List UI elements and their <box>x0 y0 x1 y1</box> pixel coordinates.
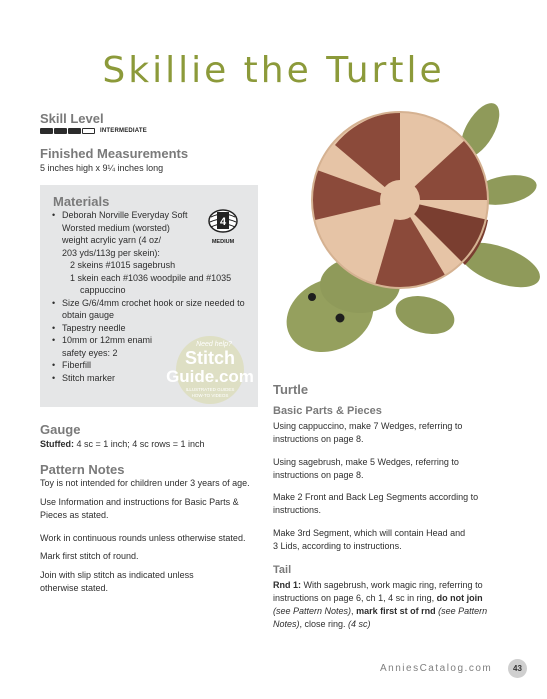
turtle-p2a: Using sagebrush, make 5 Wedges, referring to <box>273 457 459 467</box>
yarn-weight-icon <box>207 208 239 244</box>
stitch-guide-tagline1: ILLUSTRATED GUIDES <box>185 387 235 392</box>
list-item: obtain gauge <box>62 310 115 320</box>
list-item: • Size G/6/4mm crochet hook or size needed to <box>54 297 259 310</box>
turtle-p3b: instructions. <box>273 505 322 515</box>
gauge-value: 4 sc = 1 inch; 4 sc rows = 1 inch <box>74 439 205 449</box>
list-item: 1 skein each #1036 woodpile and #1035 <box>70 272 232 283</box>
skill-bar-filled <box>40 128 53 134</box>
turtle-p4a: Make 3rd Segment, which will contain Head and <box>273 528 466 538</box>
footer-site: AnniesCatalog.com <box>380 663 493 674</box>
tail-text-italic: Notes) <box>273 619 300 629</box>
basic-parts-heading: Basic Parts & Pieces <box>273 405 382 417</box>
turtle-p1a: Using cappuccino, make 7 Wedges, referring to <box>273 421 463 431</box>
stitch-guide-logo <box>165 334 255 404</box>
tail-text-italic: (4 sc) <box>348 619 371 629</box>
gauge-heading: Gauge <box>40 422 81 437</box>
pattern-note-4: Mark first stitch of round. <box>40 551 139 561</box>
materials-heading: Materials <box>53 194 110 209</box>
turtle-photo <box>275 90 547 375</box>
tail-heading: Tail <box>273 564 292 576</box>
list-item: • Deborah Norville Everyday Soft <box>54 209 259 222</box>
pattern-note-3: Work in continuous rounds unless otherwise stated. <box>40 533 246 543</box>
yarn-weight-label: MEDIUM <box>211 239 235 245</box>
pattern-note-2a: Use Information and instructions for Basic Parts & <box>40 497 239 507</box>
tail-text: , close ring. <box>299 619 349 629</box>
list-item: 203 yds/113g per skein): <box>62 247 160 258</box>
tail-text-italic: (see Pattern <box>435 606 488 616</box>
yarn-weight-number: 4 <box>219 216 227 228</box>
gauge-label: Stuffed: <box>40 439 74 449</box>
tail-text: With sagebrush, work magic ring, referring to <box>301 580 483 590</box>
list-item: • Stitch marker <box>54 372 259 385</box>
list-item: • 10mm or 12mm enami <box>54 334 259 347</box>
gauge-text <box>40 438 205 451</box>
stitch-guide-tagline2: HOW-TO VIDEOS <box>191 393 229 398</box>
tail-text: , <box>351 606 357 616</box>
tail-text-italic: (see Pattern Notes) <box>273 606 352 616</box>
list-item: • Tapestry needle <box>54 322 259 335</box>
skill-level-label: INTERMEDIATE <box>100 128 147 134</box>
pattern-note-2b: Pieces as stated. <box>40 510 109 520</box>
skill-bar-filled <box>68 128 81 134</box>
list-item: weight acrylic yarn (4 oz/ <box>62 235 162 245</box>
tail-text: instructions on page 6, ch 1, 4 sc in ring, <box>273 593 437 603</box>
skill-bar-filled <box>54 128 67 134</box>
pattern-notes-heading: Pattern Notes <box>40 462 125 477</box>
list-item: 2 skeins #1015 sagebrush <box>70 260 176 270</box>
tail-instructions <box>273 579 523 631</box>
skill-level-indicator <box>40 128 147 134</box>
turtle-p2b: instructions on page 8. <box>273 470 364 480</box>
pattern-note-5b: otherwise stated. <box>40 583 109 593</box>
turtle-p4b: 3 Lids, according to instructions. <box>273 541 402 551</box>
tail-text-bold: do not join <box>436 593 483 603</box>
measurements-text: 5 inches high x 9¼ inches long <box>40 163 164 173</box>
skill-bar-empty <box>82 128 95 134</box>
measurements-heading: Finished Measurements <box>40 146 189 161</box>
page-number: 43 <box>508 659 527 678</box>
stitch-guide-line2: Guide.com <box>166 367 254 386</box>
list-item: Worsted medium (worsted) <box>62 222 170 233</box>
pattern-note-1: Toy is not intended for children under 3 years of age. <box>40 478 250 488</box>
tail-text-bold: mark first st of rnd <box>356 606 436 616</box>
list-item: cappuccino <box>80 285 126 295</box>
list-item: • Fiberfill <box>54 359 259 372</box>
page-title: Skillie the Turtle <box>102 50 445 91</box>
turtle-p1b: instructions on page 8. <box>273 434 364 444</box>
skill-level-heading: Skill Level <box>40 111 104 126</box>
list-item: safety eyes: 2 <box>62 347 118 358</box>
tail-rnd-label: Rnd 1: <box>273 580 301 590</box>
stitch-guide-line1: Stitch <box>184 348 236 368</box>
turtle-heading: Turtle <box>273 382 309 397</box>
pattern-note-5a: Join with slip stitch as indicated unless <box>40 570 194 580</box>
stitch-guide-need-help: Need help? <box>196 341 232 348</box>
turtle-p3a: Make 2 Front and Back Leg Segments according to <box>273 492 479 502</box>
